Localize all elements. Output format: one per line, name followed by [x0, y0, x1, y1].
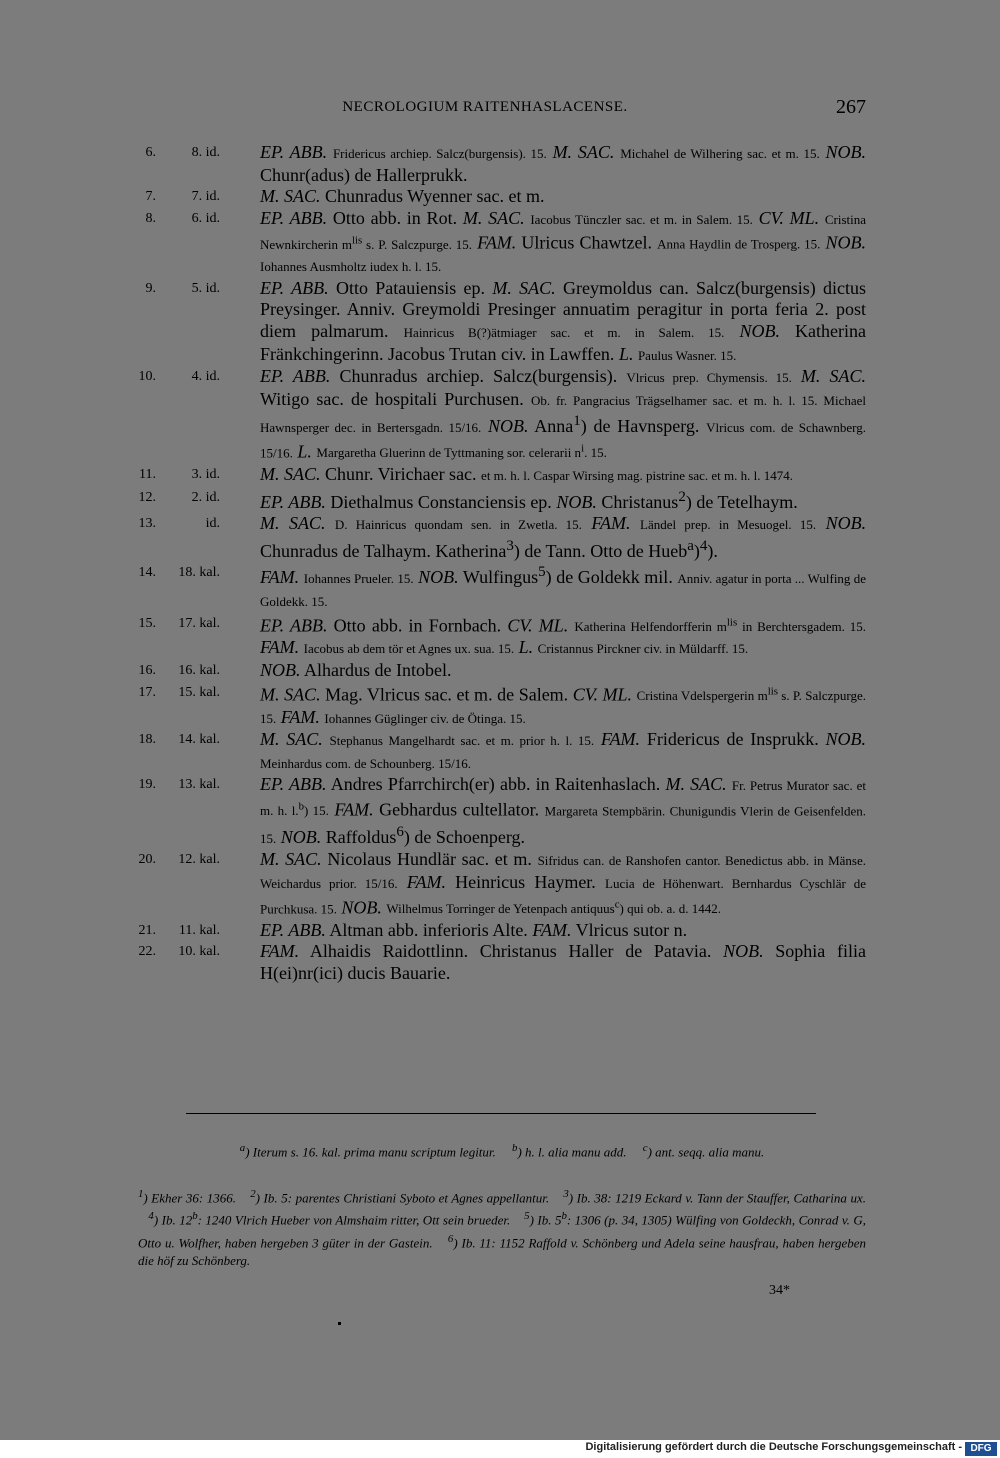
necrology-entry: [0, 729, 1000, 774]
necrology-entry: [0, 849, 1000, 919]
necrology-entry: [0, 682, 1000, 730]
dfg-logo: DFG: [965, 1442, 997, 1456]
entry-date: 6. id.: [191, 210, 220, 226]
entry-number: 15.: [138, 615, 156, 631]
funding-note: Digitalisierung gefördert durch die Deutsche Forschungsgemeinschaft -: [585, 1441, 962, 1453]
necrology-entry: [0, 464, 1000, 487]
entry-number: 8.: [145, 210, 156, 226]
entry-number: 20.: [138, 852, 156, 868]
entry-number: 9.: [145, 280, 156, 296]
entry-text: M. SAC. Mag. Vlricus sac. et m. de Salem. CV. ML. Cristina Vdelspergerin $m^{lis}$ s. P. Salczpurge. 15. FAM. Iohannes Güglinger civ. de Ötinga. 15.: [260, 683, 867, 727]
entry-date: 12. kal.: [178, 852, 220, 868]
necrology-entry: [0, 920, 1000, 942]
necrology-entry: [0, 366, 1000, 464]
entry-text: FAM. Alhaidis Raidottlinn. Christanus Haller de Patavia. NOB. Sophia filia H(ei)nr(ici) ducis Bauarie.: [260, 941, 866, 983]
entry-text: EP. ABB. Otto abb. in Fornbach. CV. ML. Katherina Helfendorfferin $m^{lis}$ in Berchtersgadem. 15. FAM. Iacobus ab dem tör et Agnes ux. sua. 15. L. Cristannus Pirckner civ. in Müldarff. 15.: [260, 614, 866, 658]
entry-text: EP. ABB. Andres Pfarrchirch(er) abb. in Raitenhaslach. M. SAC. Fr. Petrus Murator sac. et m. h. l.$^b$) 15. FAM. Gebhardus cultellator. Margareta Stempbärin. Chunigundis Vlerin de Geisenfelden. 15. NOB. Raffoldus$^6$) de Schoenperg.: [260, 774, 867, 847]
entry-text: EP. ABB. Chunradus archiep. Salcz(burgensis). Vlricus prep. Chymensis. 15. M. SAC. Witigo sac. de hospitali Purchusen. Ob. fr. Pangracius Trägselhamer sac. et m. h. l. 15. Michael Hawnsperger dec. in Bertersgadn. 15/16. NOB. Anna$^1$) de Havnsperg. Vlricus com. de Schawnberg. 15/16. L. Margaretha Gluerinn de Tyttmaning sor. celerarii $n^i$. 15.: [260, 366, 867, 462]
necrology-entry: [0, 774, 1000, 849]
page-number: 267: [836, 96, 866, 118]
entry-date: 4. id.: [191, 369, 220, 385]
entry-date: 5. id.: [191, 280, 220, 296]
running-title: NECROLOGIUM RAITENHASLACENSE.: [342, 99, 628, 115]
entry-number: 17.: [138, 684, 156, 700]
signature-mark: 34*: [769, 1283, 790, 1298]
entry-date: 13. kal.: [178, 777, 220, 793]
entry-date: 8. id.: [191, 145, 220, 160]
necrology-entries: [0, 142, 1000, 984]
entry-date: 18. kal.: [178, 565, 220, 581]
entry-text: EP. ABB. Otto Patauiensis ep. M. SAC. Greymoldus can. Salcz(burgensis) dictus Preysinger. Anniv. Greymoldi Presinger annuatim peragitur in porta feria 2. post diem palmarum. Hainricus B(?)ätmiager sac. et m. in Salem. 15. NOB. Katherina Fränkchingerinn. Jacobus Trutan civ. in Lawffen. L. Paulus Wasner. 15.: [260, 277, 867, 364]
necrology-entry: [0, 613, 1000, 661]
entry-text: M. SAC. Nicolaus Hundlär sac. et m. Sifridus can. de Ranshofen cantor. Benedictus abb. in Mänse. Weichardus prior. 15/16. FAM. Heinricus Haymer. Lucia de Höhenwart. Bernhardus Cyschlär de Purchkusa. 15. NOB. Wilhelmus Torringer de Yetenpach antiquus$^c$) qui ob. a. d. 1442.: [260, 849, 867, 917]
necrology-entry: [0, 660, 1000, 682]
necrology-entry: [0, 513, 1000, 562]
entry-date: 10. kal.: [178, 944, 220, 960]
entry-date: 16. kal.: [178, 663, 220, 679]
entry-number: 16.: [138, 663, 156, 679]
entry-number: 18.: [138, 732, 156, 748]
entry-text: M. SAC. Chunr. Virichaer sac. et m. h. l. Caspar Wirsing mag. pistrine sac. et m. h. l. 1474.: [260, 463, 793, 484]
entry-number: 11.: [139, 466, 156, 482]
necrology-entry: [0, 487, 1000, 514]
entry-text: EP. ABB. Otto abb. in Rot. M. SAC. Iacobus Tünczler sac. et m. in Salem. 15. CV. ML. Cristina Newnkircherin $m^{lis}$ s. P. Salczpurge. 15. FAM. Ulricus Chawtzel. Anna Haydlin de Trosperg. 15. NOB. Iohannes Ausmholtz iudex h. l. 15.: [260, 207, 867, 275]
entry-number: 19.: [138, 777, 156, 793]
entry-text: EP. ABB. Diethalmus Constanciensis ep. NOB. Christanus$^2$) de Tetelhaym.: [260, 488, 798, 512]
entry-text: M. SAC. Chunradus Wyenner sac. et m.: [260, 186, 545, 207]
entry-date: 7. id.: [191, 189, 220, 205]
entry-date: 2. id.: [191, 489, 220, 505]
necrology-entry: [0, 208, 1000, 278]
necrology-entry: [0, 562, 1000, 612]
entry-number: 7.: [145, 189, 156, 205]
entry-number: 21.: [138, 922, 156, 938]
entry-text: FAM. Iohannes Prueler. 15. NOB. Wulfingus$^5$) de Goldekk mil. Anniv. agatur in porta ... Wulfing de Goldekk. 15.: [260, 564, 867, 609]
entry-text: M. SAC. D. Hainricus quondam sen. in Zwetla. 15. FAM. Ländel prep. in Mesuogel. 15. NOB. Chunradus de Talhaym. Katherina$^3$) de Tann. Otto de Hueb$^a$)$^4$).: [260, 513, 867, 561]
entry-date: 14. kal.: [178, 732, 220, 748]
entry-text: EP. ABB. Fridericus archiep. Salcz(burgensis). 15. M. SAC. Michahel de Wilhering sac. et m. 15. NOB. Chunr(adus) de Hallerprukk.: [260, 142, 867, 185]
numbered-footnotes: $^1$) Ekher 36: 1366. $^2$) Ib. 5: parentes Christiani Syboto et Agnes appellantur. $^3$) Ib. 38: 1219 Eckard v. Tann der Stauffer, Catharina ux. $^4$) Ib. 12$^b$: 1240 Vlrich Hueber von Almshaim ritter, Ott sein brueder. $^5$) Ib. 5$^b$: 1306 (p. 34, 1305) Wülfing von Goldeckh, Conrad v. G, Otto u. Wolfher, haben hergeben 3 güter in der Gastein. $^6$) Ib. 11: 1152 Raffold v. Schönberg und Adela seine hausfrau, haben hergeben die höf zu Schönberg.: [138, 1188, 866, 1268]
necrology-entry: [0, 186, 1000, 208]
entry-date: 15. kal.: [178, 684, 220, 700]
entry-date: 3. id.: [191, 466, 220, 482]
entry-date: 11. kal.: [178, 922, 220, 938]
entry-number: 14.: [138, 565, 156, 581]
entry-text: M. SAC. Stephanus Mangelhardt sac. et m. prior h. l. 15. FAM. Fridericus de Insprukk. NOB. Meinhardus com. de Schounberg. 15/16.: [260, 729, 867, 771]
necrology-entry: [0, 278, 1000, 366]
entry-number: 13.: [138, 516, 156, 532]
entry-number: 10.: [138, 369, 156, 385]
entry-date: 17. kal.: [178, 615, 220, 631]
running-header: [0, 96, 1000, 123]
entry-text: EP. ABB. Altman abb. inferioris Alte. FAM. Vlricus sutor n.: [260, 919, 688, 940]
entry-text: NOB. Alhardus de Intobel.: [260, 660, 452, 681]
entry-date: id.: [205, 516, 220, 532]
necrology-entry: [0, 941, 1000, 984]
entry-number: 6.: [145, 145, 156, 160]
entry-number: 22.: [138, 944, 156, 960]
necrology-entry: [0, 142, 1000, 186]
textual-notes: $^a$) Iterum s. 16. kal. prima manu scriptum legitur. $^b$) h. l. alia manu add. $^c$) ant. seqq. alia manu.: [239, 1142, 765, 1160]
footnote-rule: [186, 1113, 816, 1114]
entry-number: 12.: [138, 489, 156, 505]
footer-bar: [0, 1440, 1000, 1458]
ink-speck: [338, 1322, 341, 1325]
